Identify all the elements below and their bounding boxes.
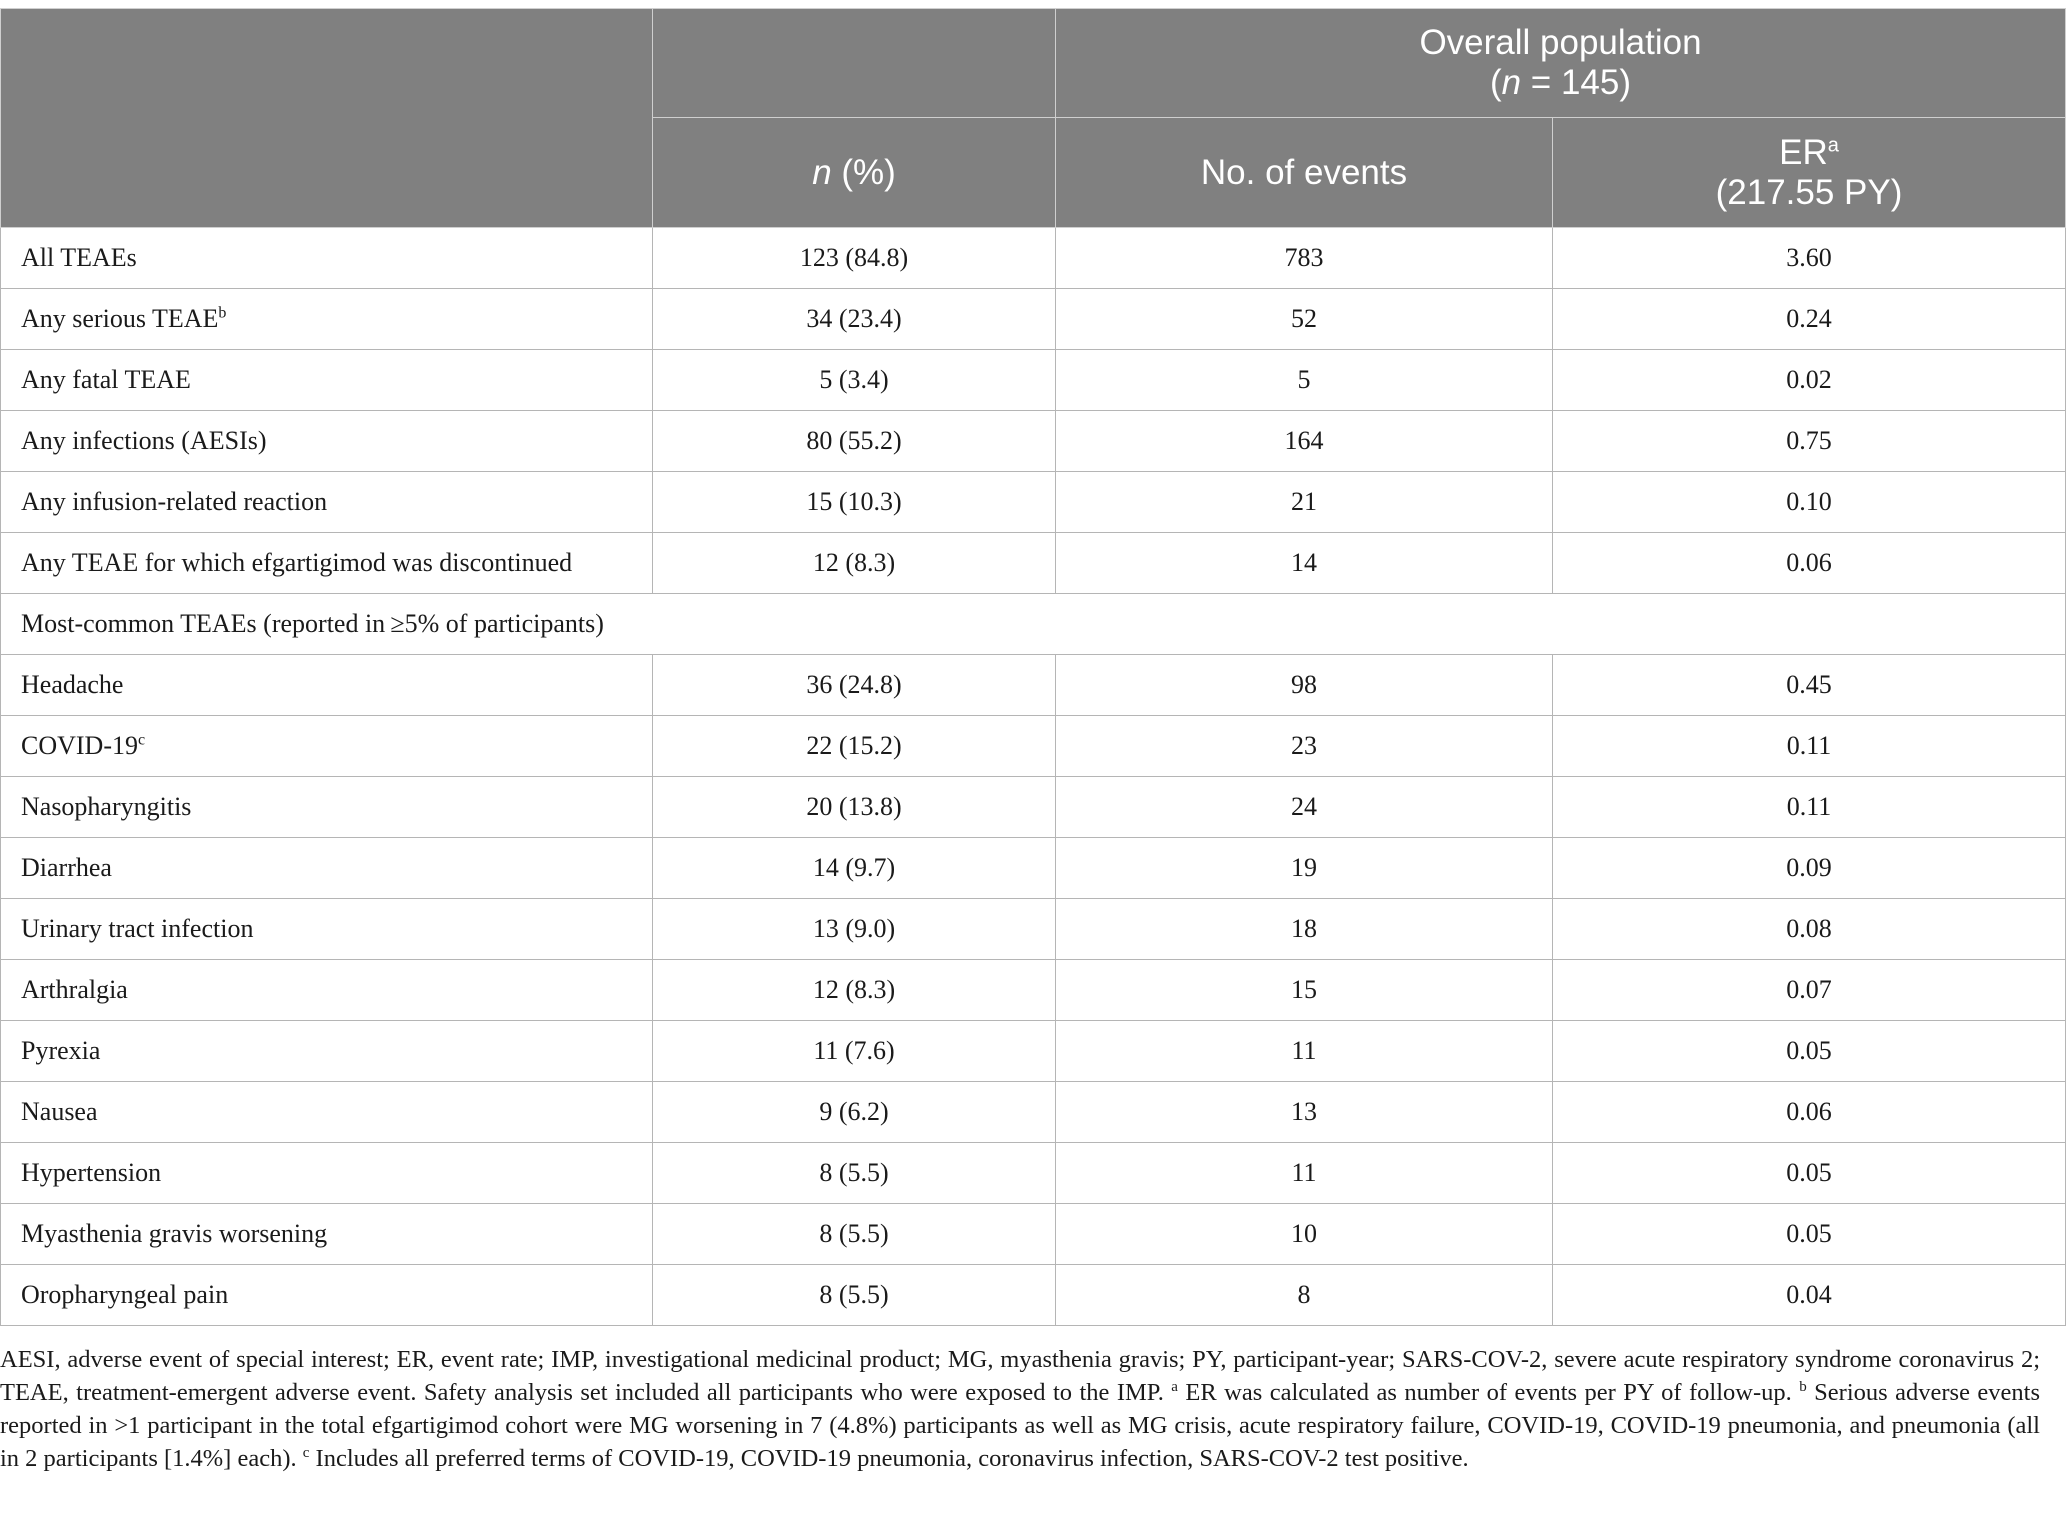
row-er: 3.60 xyxy=(1553,228,2066,289)
row-n-pct: 12 (8.3) xyxy=(653,533,1056,594)
row-n-pct: 14 (9.7) xyxy=(653,838,1056,899)
footnote-note-c: Includes all preferred terms of COVID-19, COVID-19 pneumonia, coronavirus infection, SARS-COV-2 test positive. xyxy=(309,1445,1469,1472)
row-er: 0.07 xyxy=(1553,960,2066,1021)
row-label: Nausea xyxy=(21,1097,98,1126)
row-label-cell xyxy=(1,960,653,1021)
table-row xyxy=(1,1265,2066,1326)
row-label-cell xyxy=(1,472,653,533)
row-label: Any infections (AESIs) xyxy=(21,426,267,455)
row-er: 0.75 xyxy=(1553,411,2066,472)
row-events: 14 xyxy=(1056,533,1553,594)
row-er: 0.05 xyxy=(1553,1143,2066,1204)
row-label: Headache xyxy=(21,670,124,699)
row-label-cell xyxy=(1,777,653,838)
row-er: 0.09 xyxy=(1553,838,2066,899)
header-group-title: Overall population xyxy=(1419,23,1702,62)
row-n-pct: 8 (5.5) xyxy=(653,1143,1056,1204)
row-events: 52 xyxy=(1056,289,1553,350)
row-n-pct: 36 (24.8) xyxy=(653,655,1056,716)
row-events: 23 xyxy=(1056,716,1553,777)
row-er: 0.05 xyxy=(1553,1204,2066,1265)
header-n-pct xyxy=(653,118,1056,228)
row-label: COVID-19 xyxy=(21,731,138,760)
header-er-sup: a xyxy=(1827,133,1839,156)
header-pct: (%) xyxy=(831,152,896,192)
row-events: 15 xyxy=(1056,960,1553,1021)
row-n-pct: 8 (5.5) xyxy=(653,1204,1056,1265)
row-er: 0.11 xyxy=(1553,716,2066,777)
row-label-cell xyxy=(1,350,653,411)
row-er: 0.08 xyxy=(1553,899,2066,960)
table-row xyxy=(1,1021,2066,1082)
table-row xyxy=(1,899,2066,960)
table-row xyxy=(1,533,2066,594)
header-er-py: (217.55 PY) xyxy=(1715,172,1903,212)
row-label-cell xyxy=(1,1021,653,1082)
table-row xyxy=(1,1143,2066,1204)
row-events: 10 xyxy=(1056,1204,1553,1265)
row-er: 0.05 xyxy=(1553,1021,2066,1082)
row-label: Urinary tract infection xyxy=(21,914,254,943)
row-events: 164 xyxy=(1056,411,1553,472)
header-n-italic-col: n xyxy=(812,152,832,192)
row-n-pct: 15 (10.3) xyxy=(653,472,1056,533)
row-label-cell xyxy=(1,533,653,594)
row-label-cell xyxy=(1,228,653,289)
row-events: 19 xyxy=(1056,838,1553,899)
row-er: 0.45 xyxy=(1553,655,2066,716)
row-label-superscript: b xyxy=(218,304,227,322)
row-events: 13 xyxy=(1056,1082,1553,1143)
row-n-pct: 11 (7.6) xyxy=(653,1021,1056,1082)
row-label-cell xyxy=(1,899,653,960)
row-label-cell xyxy=(1,838,653,899)
row-label-cell xyxy=(1,655,653,716)
row-label: Any TEAE for which efgartigimod was discontinued xyxy=(21,548,573,577)
row-n-pct: 123 (84.8) xyxy=(653,228,1056,289)
row-er: 0.24 xyxy=(1553,289,2066,350)
table-row xyxy=(1,472,2066,533)
table-row xyxy=(1,960,2066,1021)
row-er: 0.11 xyxy=(1553,777,2066,838)
row-events: 21 xyxy=(1056,472,1553,533)
footnote-sup-a: a xyxy=(1171,1378,1178,1395)
row-label: Myasthenia gravis worsening xyxy=(21,1219,328,1248)
table-row xyxy=(1,777,2066,838)
row-label-cell xyxy=(1,716,653,777)
header-er-label: ER xyxy=(1779,132,1828,172)
header-n-italic: n xyxy=(1501,63,1522,102)
table-row xyxy=(1,838,2066,899)
row-label-cell xyxy=(1,289,653,350)
row-label: Pyrexia xyxy=(21,1036,101,1065)
row-n-pct: 34 (23.4) xyxy=(653,289,1056,350)
footnote-sup-b: b xyxy=(1799,1378,1807,1395)
row-er: 0.10 xyxy=(1553,472,2066,533)
row-label: Any serious TEAE xyxy=(21,304,219,333)
adverse-events-table xyxy=(0,8,2066,1326)
table-row xyxy=(1,350,2066,411)
row-label: Arthralgia xyxy=(21,975,128,1004)
row-n-pct: 12 (8.3) xyxy=(653,960,1056,1021)
table-row xyxy=(1,655,2066,716)
row-label-cell xyxy=(1,411,653,472)
row-label: Diarrhea xyxy=(21,853,112,882)
row-label-cell xyxy=(1,1143,653,1204)
footnote-main: AESI, adverse event of special interest; ER, event rate; IMP, investigational medicinal product; MG, myasthenia gravis; PY, participant-year; SARS-COV-2, severe acute respiratory syndrome coronavirus 2; TEAE, treatment-emergent adverse event. Safety analysis set included all participants who were exposed to the IMP. xyxy=(0,1346,2040,1406)
header-blank-cell xyxy=(1,9,653,228)
row-label: Any infusion-related reaction xyxy=(21,487,328,516)
row-n-pct: 9 (6.2) xyxy=(653,1082,1056,1143)
footnote-note-a: ER was calculated as number of events per PY of follow-up. xyxy=(1177,1379,1800,1406)
footnote-note-b: Serious adverse events reported in >1 participant in the total efgartigimod cohort were MG worsening in 7 (4.8%) participants as well as MG crisis, acute respiratory failure, COVID-19, COVID-19 pneumonia, and pneumonia (all in 2 participants [1.4%] each). xyxy=(0,1379,2040,1472)
row-n-pct: 8 (5.5) xyxy=(653,1265,1056,1326)
table-row xyxy=(1,289,2066,350)
row-n-pct: 80 (55.2) xyxy=(653,411,1056,472)
row-events: 8 xyxy=(1056,1265,1553,1326)
row-n-pct: 13 (9.0) xyxy=(653,899,1056,960)
section-row xyxy=(1,594,2066,655)
row-events: 783 xyxy=(1056,228,1553,289)
row-events: 24 xyxy=(1056,777,1553,838)
table-row xyxy=(1,1204,2066,1265)
table-row xyxy=(1,228,2066,289)
row-label-cell xyxy=(1,1082,653,1143)
table-row xyxy=(1,1082,2066,1143)
row-n-pct: 5 (3.4) xyxy=(653,350,1056,411)
row-label: Nasopharyngitis xyxy=(21,792,192,821)
row-label-cell xyxy=(1,1265,653,1326)
section-label: Most-common TEAEs (reported in ≥5% of participants) xyxy=(1,594,2066,655)
row-events: 11 xyxy=(1056,1143,1553,1204)
header-overall-population xyxy=(1056,9,2066,118)
table-footnote xyxy=(0,1343,2040,1475)
table-row xyxy=(1,411,2066,472)
row-events: 11 xyxy=(1056,1021,1553,1082)
table-body xyxy=(1,228,2066,1326)
row-events: 5 xyxy=(1056,350,1553,411)
row-events: 18 xyxy=(1056,899,1553,960)
row-er: 0.06 xyxy=(1553,1082,2066,1143)
row-label: Any fatal TEAE xyxy=(21,365,191,394)
row-label-cell xyxy=(1,1204,653,1265)
row-label-superscript: c xyxy=(138,731,146,749)
row-n-pct: 22 (15.2) xyxy=(653,716,1056,777)
header-open-paren: ( xyxy=(1489,63,1502,102)
header-events-label: No. of events xyxy=(1200,152,1408,192)
row-er: 0.04 xyxy=(1553,1265,2066,1326)
header-n-value: = 145) xyxy=(1521,63,1632,102)
row-er: 0.02 xyxy=(1553,350,2066,411)
row-label: Hypertension xyxy=(21,1158,162,1187)
header-er xyxy=(1553,118,2066,228)
row-n-pct: 20 (13.8) xyxy=(653,777,1056,838)
header-blank-cell xyxy=(653,9,1056,118)
footnote-sup-c: c xyxy=(302,1444,310,1461)
row-label: Oropharyngeal pain xyxy=(21,1280,229,1309)
row-events: 98 xyxy=(1056,655,1553,716)
row-er: 0.06 xyxy=(1553,533,2066,594)
table-row xyxy=(1,716,2066,777)
table-header xyxy=(1,9,2066,228)
row-label: All TEAEs xyxy=(21,243,137,272)
header-events xyxy=(1056,118,1553,228)
